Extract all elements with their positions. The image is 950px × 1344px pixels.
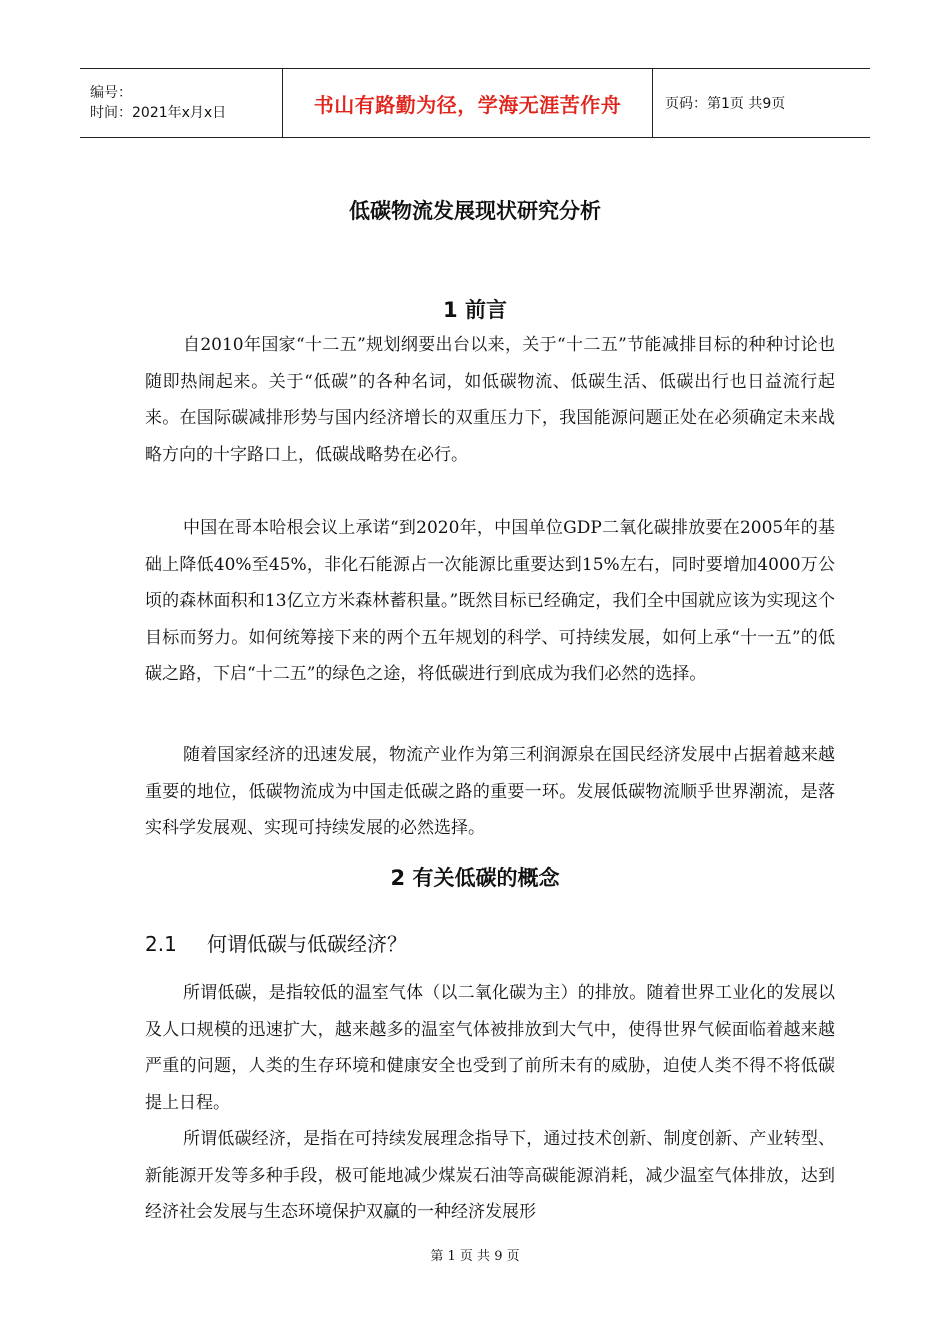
section-1-paragraph-1: 自2010年国家“十二五”规划纲要出台以来，关于“十二五”节能减排目标的种种讨论也随即热闹起来。关于“低碳”的各种名词，如低碳物流、低碳生活、低碳出行也日益流行起来。在国际碳减排形势与国内经济增长的双重压力下，我国能源问题正处在必须确定未来战略方向的十字路口上，低碳战略势在必行。 <box>145 335 835 465</box>
page-code: 页码：第1页 共9页 <box>665 96 786 112</box>
header-motto-cell <box>283 69 653 137</box>
header-motto: 书山有路勤为径，学海无涯苦作舟 <box>313 92 622 117</box>
section-1-heading: 1 前言 <box>443 298 507 322</box>
document-title: 低碳物流发展现状研究分析 <box>349 199 601 223</box>
subsection-title: 何谓低碳与低碳经济？ <box>207 932 407 956</box>
subsection-number: 2.1 <box>145 932 177 956</box>
section-1-paragraph-2: 中国在哥本哈根会议上承诺“到2020年，中国单位GDP二氧化碳排放要在2005年的基础上降低40%至45%，非化石能源占一次能源比重要达到15%左右，同时要增加4000万公顷的森林面积和13亿立方米森林蓄积量。”既然目标已经确定，我们全中国就应该为实现这个目标而努力。如何统筹接下来的两个五年规划的科学、可持续发展，如何上承“十一五”的低碳之路，下启“十二五”的绿色之途，将低碳进行到底成为我们必然的选择。 <box>145 518 835 685</box>
section-2-heading: 2 有关低碳的概念 <box>390 866 560 890</box>
section-2-paragraph-1: 所谓低碳，是指较低的温室气体（以二氧化碳为主）的排放。随着世界工业化的发展以及人口规模的迅速扩大，越来越多的温室气体被排放到大气中，使得世界气候面临着越来越严重的问题，人类的生存环境和健康安全也受到了前所未有的威胁，迫使人类不得不将低碳提上日程。 <box>145 983 835 1113</box>
header-meta <box>80 69 283 137</box>
section-1-paragraph-3: 随着国家经济的迅速发展，物流产业作为第三利润源泉在国民经济发展中占据着越来越重要的地位，低碳物流成为中国走低碳之路的重要一环。发展低碳物流顺乎世界潮流，是落实科学发展观、实现可持续发展的必然选择。 <box>145 745 835 839</box>
subsection-2-1-heading <box>145 928 407 957</box>
header-page-code-cell <box>653 69 870 137</box>
serial-label: 编号： <box>90 85 132 101</box>
section-2-paragraph-2: 所谓低碳经济，是指在可持续发展理念指导下，通过技术创新、制度创新、产业转型、新能源开发等多种手段，极可能地减少煤炭石油等高碳能源消耗，减少温室气体排放，达到经济社会发展与生态环境保护双赢的一种经济发展形 <box>145 1129 835 1223</box>
document-header <box>80 68 870 138</box>
date-label: 时间：2021年x月x日 <box>90 105 227 121</box>
page-footer: 第 1 页 共 9 页 <box>430 1249 520 1264</box>
